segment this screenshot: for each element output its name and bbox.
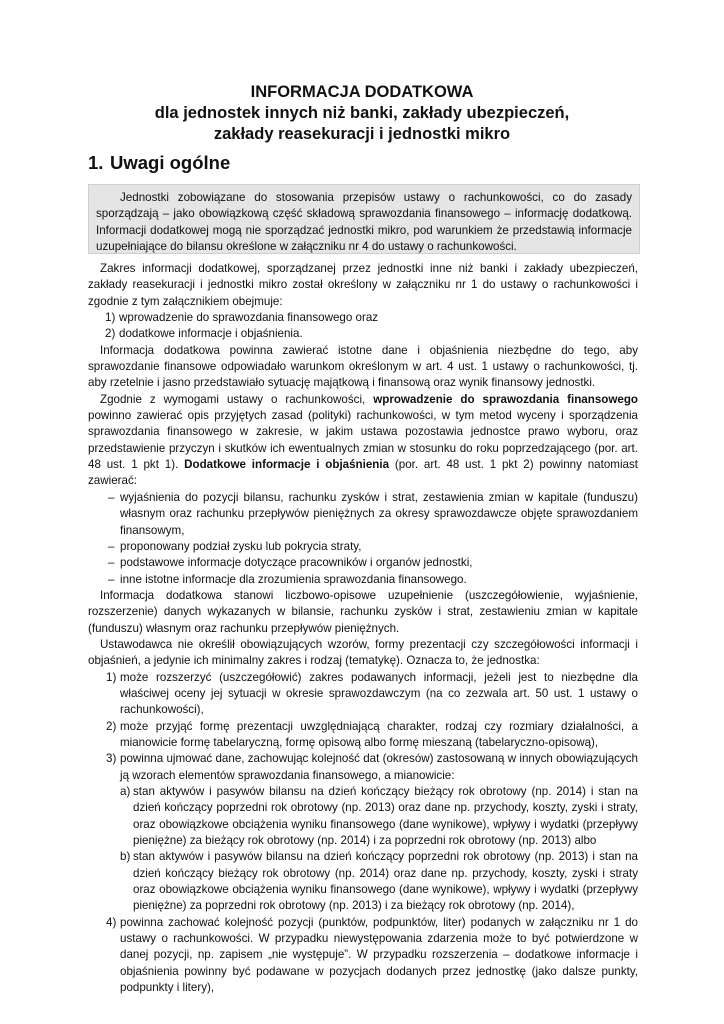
title-line-3: zakłady reasekuracji i jednostki mikro [213, 125, 511, 143]
paragraph-legislator: Ustawodawca nie określił obowiązujących wzorów, formy prezentacji czy szczegółowości informacji i objaśnień, a jedynie ich minimalny zakres i rodzaj (tematykę). Oznacza to, że jednostka: [88, 637, 638, 668]
list-item-text: wyjaśnienia do pozycji bilansu, rachunku zysków i strat, zestawienia zmian w kapitale (funduszu) własnym oraz rachunku przepływów pieniężnych za okresy sprawozdawcze objęte sprawozdaniem finansowym, [120, 490, 638, 537]
document-title [60, 82, 664, 145]
entity-list [88, 670, 638, 997]
list-marker: 3) [106, 752, 117, 766]
list-item-text: powinna ujmować dane, zachowując kolejność dat (okresów) zastosowaną w innych obowiązujących ją wzorach elementów sprawozdania finansowego, a mianowicie: [120, 752, 638, 782]
paragraph-purpose: Informacja dodatkowa powinna zawierać istotne dane i objaśnienia niezbędne do tego, aby sprawozdanie finansowe odpowiadało warunkom określonym w art. 4 ust. 1 ustawy o rachunkowości, tj. aby rzetelnie i jasno przedstawiało sytuację majątkową i finansową oraz wynik finansowy jednostki. [88, 343, 638, 390]
sub-list-marker: a) [120, 785, 131, 798]
paragraph-supplement: Informacja dodatkowa stanowi liczbowo-opisowe uzupełnienie (uszczegółowienie, wyjaśnienie, rozszerzenie) danych wykazanych w bilansie, rachunku zysków i strat, zestawieniu zmian w kapitale (funduszu) własnym oraz rachunku przepływów pieniężnych. [88, 588, 638, 635]
dash-marker: – [108, 556, 115, 570]
list-item [88, 539, 638, 555]
list-item-text: proponowany podział zysku lub pokrycia straty, [120, 539, 362, 553]
list-item-text: podstawowe informacje dotyczące pracowników i organów jednostki, [120, 556, 473, 570]
title-line-2: dla jednostek innych niż banki, zakłady ubezpieczeń, [154, 104, 570, 122]
sub-list-marker: b) [120, 850, 131, 864]
list-marker: 1) [106, 670, 117, 684]
dash-marker: – [108, 490, 115, 504]
sub-list-item-text: stan aktywów i pasywów bilansu na dzień kończący bieżący rok obrotowy (np. 2014) i stan na dzień kończący poprzedni rok obrotowy (np. 2013) oraz dane np. przychody, koszty, zyski i straty, oraz obowiązkowe obciążenia wyniku finansowego (dane wynikowe), wpływy i wydatki (przepływy pieniężne) za bieżący rok obrotowy (np. 2014) i za poprzedni rok obrotowy (np. 2013) albo [133, 785, 638, 848]
requirements-bold-1: wprowadzenie do sprawozdania finansowego [373, 392, 638, 406]
list-marker: 2) [106, 719, 117, 733]
list-item [88, 719, 638, 752]
list-item-text: może rozszerzyć (uszczegółowić) zakres podawanych informacji, jeżeli jest to niezbędne dla właściwej oceny jej sytuacji w okresie sprawozdawczym (na co zezwala art. 50 ust. 1 ustawy o rachunkowości), [120, 670, 638, 717]
sub-list-item [88, 849, 638, 914]
title-line-1: INFORMACJA DODATKOWA [250, 83, 474, 101]
requirements-text-1: Zgodnie z wymogami ustawy o rachunkowości, [100, 392, 374, 406]
dash-list [88, 490, 638, 588]
list-marker: 1) [105, 311, 116, 325]
list-item [88, 915, 638, 997]
list-item [88, 572, 638, 588]
list-item [88, 326, 638, 342]
list-item-text: dodatkowe informacje i objaśnienia. [119, 327, 303, 341]
list-item [88, 751, 638, 784]
list-marker: 4) [106, 915, 117, 929]
sub-list-item [88, 784, 638, 849]
document-body [88, 261, 638, 996]
list-marker: 2) [105, 327, 116, 341]
paragraph-requirements [88, 392, 638, 490]
section-number: 1. [88, 152, 104, 173]
list-item [88, 555, 638, 571]
dash-marker: – [108, 572, 115, 586]
dash-marker: – [108, 539, 115, 553]
list-item [88, 670, 638, 719]
highlight-box [88, 184, 640, 254]
requirements-text-2: powinno zawierać opis przyjętych zasad (polityki) rachunkowości, w tym metod wyceny i sporządzenia sprawozdania finansowego w zakresie, w jakim ustawa pozostawia jednostce prawo wyboru, oraz przedstawienie przyczyn i skutków ich ewentualnych zmian w stosunku do roku poprzedzającego (por. art. 48 ust. 1 pkt 1). [88, 409, 638, 472]
list-item [88, 490, 638, 539]
requirements-text-3: (por. art. 48 ust. 1 pkt 2) powinny natomiast zawierać: [88, 458, 638, 488]
requirements-bold-2: Dodatkowe informacje i objaśnienia [184, 458, 390, 472]
section-title: Uwagi ogólne [110, 152, 231, 173]
sub-list-item-text: stan aktywów i pasywów bilansu na dzień kończący poprzedni rok obrotowy (np. 2013) i stan na dzień kończący bieżący rok obrotowy (np. 2014) oraz dane np. przychody, koszty, zyski i straty oraz obowiązkowe obciążenia wyniku finansowego (dane wynikowe), wpływy i wydatki (przepływy pieniężne) za poprzedni rok obrotowy (np. 2013) i za bieżący rok obrotowy (np. 2014), [133, 850, 638, 913]
section-heading [88, 152, 230, 174]
highlight-box-text: Jednostki zobowiązane do stosowania przepisów ustawy o rachunkowości, co do zasady sporządzają – jako obowiązkową część składową sprawozdania finansowego – informację dodatkową. Informacji dodatkowej mogą nie sporządzać jednostki mikro, pod warunkiem że przedstawią informacje uzupełniające do bilansu określone w załączniku nr 4 do ustawy o rachunkowości. [96, 191, 632, 254]
paragraph-scope: Zakres informacji dodatkowej, sporządzanej przez jednostki inne niż banki i zakłady ubezpieczeń, zakłady reasekuracji i jednostki mikro został określony w załączniku nr 1 do ustawy o rachunkowości i zgodnie z tym załącznikiem obejmuje: [88, 262, 638, 308]
list-item-text: wprowadzenie do sprawozdania finansowego oraz [119, 311, 379, 325]
list-item-text: może przyjąć formę prezentacji uwzględniającą charakter, rodzaj czy rozmiary działalności, a mianowicie formę tabelaryczną, formę opisową albo formę mieszaną (tabelaryczno-opisową), [120, 719, 638, 749]
list-item [88, 310, 638, 326]
list-item-text: inne istotne informacje dla zrozumienia sprawozdania finansowego. [120, 572, 467, 586]
list-item-text: powinna zachować kolejność pozycji (punktów, podpunktów, liter) podanych w załączniku nr 1 do ustawy o rachunkowości. W przypadku niewystępowania zdarzenia może to być potwierdzone w danej pozycji, np. zapisem „nie występuje”. W przypadku rozszerzenia – dodatkowe informacje i objaśnienia powinny być podawane w pozycjach dodanych przez jednostkę (jako dalsze punkty, podpunkty i litery), [120, 915, 638, 995]
scope-list [88, 310, 638, 343]
